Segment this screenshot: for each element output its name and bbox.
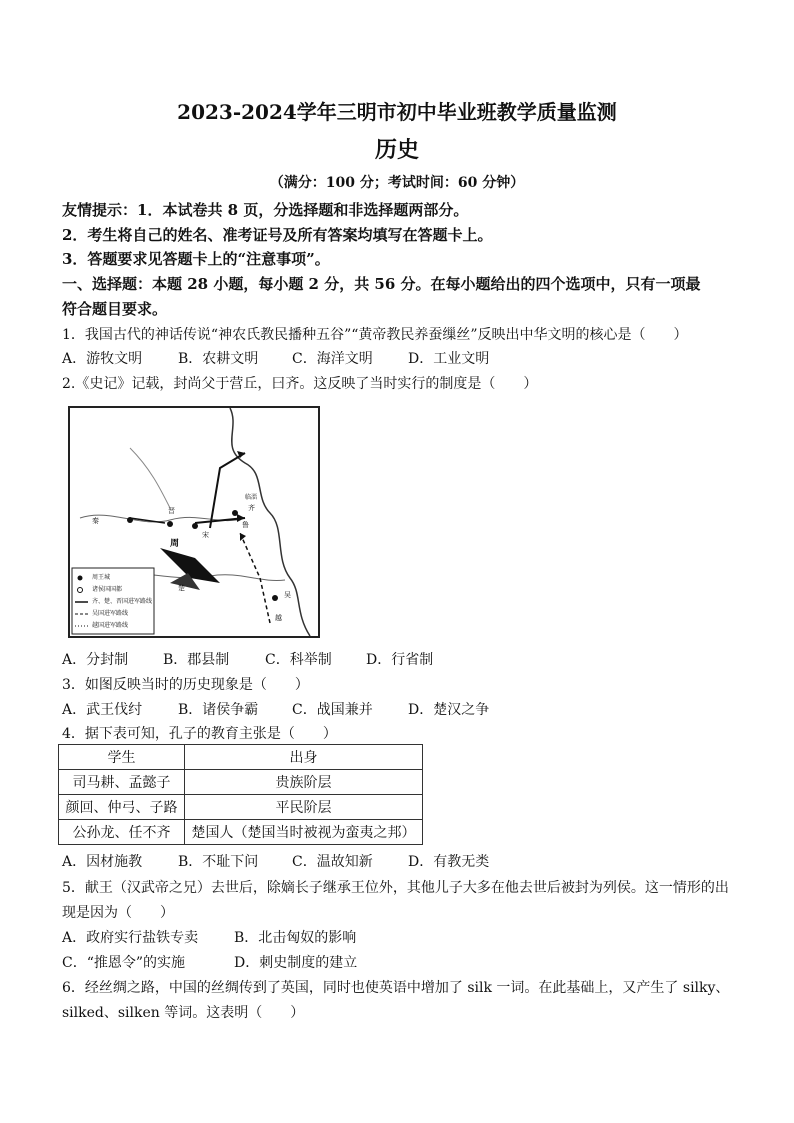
map-legend-1: 周王城	[92, 574, 111, 581]
map-label-linzi: 临淄	[245, 494, 258, 501]
table-cell: 颜回、仲弓、子路	[59, 795, 185, 820]
map-label-qin: 秦	[92, 517, 99, 525]
q1-option-c: C．海洋文明	[292, 351, 373, 367]
q5-option-c: C．“推恩令”的实施	[62, 955, 186, 971]
q1-option-b: B．农耕文明	[178, 351, 259, 367]
q2-option-c: C．科举制	[265, 652, 332, 668]
table-cell: 贵族阶层	[185, 770, 423, 795]
table-cell: 司马耕、孟懿子	[59, 770, 185, 795]
q3-stem: 3．如图反映当时的历史现象是（ ）	[62, 677, 309, 693]
table-row	[59, 770, 423, 795]
q4-option-a: A．因材施教	[62, 854, 143, 870]
exam-subject: 历史	[374, 137, 419, 163]
exam-title: 2023-2024学年三明市初中毕业班教学质量监测	[177, 100, 617, 124]
map-label-wu: 吴	[284, 591, 291, 599]
table-row	[59, 820, 423, 845]
q4-option-b: B．不耻下问	[178, 854, 259, 870]
note-line-1: 友情提示：1．本试卷共 8 页，分选择题和非选择题两部分。	[62, 201, 469, 219]
q1-option-d: D．工业文明	[408, 351, 490, 367]
q5-stem-1: 5．献王（汉武帝之兄）去世后，除嫡长子继承王位外，其他儿子大多在他去世后被封为列侯。这一情形的出	[62, 880, 729, 896]
q4-stem: 4．据下表可知，孔子的教育主张是（ ）	[62, 726, 337, 742]
q2-stem: 2.《史记》记载，封尚父于营丘，曰齐。这反映了当时实行的制度是（ ）	[62, 376, 538, 392]
q5-option-b: B．北击匈奴的影响	[234, 930, 357, 946]
table-header-row	[59, 745, 423, 770]
map-label-zhou: 周	[170, 539, 180, 549]
q5-stem-2: 现是因为（ ）	[62, 905, 174, 921]
table-row	[59, 795, 423, 820]
spring-autumn-map	[68, 406, 320, 638]
table-cell: 公孙龙、任不齐	[59, 820, 185, 845]
table-cell: 楚国人（楚国当时被视为蛮夷之邦）	[185, 820, 423, 845]
q6-stem-1: 6．经丝绸之路，中国的丝绸传到了英国，同时也使英语中增加了 silk 一词。在此基础上，又产生了 silky、	[62, 980, 730, 996]
q1-option-a: A．游牧文明	[62, 351, 143, 367]
map-legend-5: 越国进军路线	[92, 622, 129, 629]
q4-table	[58, 744, 423, 845]
exam-meta: （满分：100 分；考试时间：60 分钟）	[269, 175, 525, 191]
section-heading-1: 一、选择题：本题 28 小题，每小题 2 分，共 56 分。在每小题给出的四个选项中，只有一项最	[62, 275, 701, 293]
q3-option-b: B．诸侯争霸	[178, 702, 259, 718]
q3-option-a: A．武王伐纣	[62, 702, 143, 718]
table-cell: 平民阶层	[185, 795, 423, 820]
map-label-yue: 越	[275, 614, 282, 622]
q2-option-d: D．行省制	[366, 652, 434, 668]
q3-option-c: C．战国兼并	[292, 702, 373, 718]
q4-option-c: C．温故知新	[292, 854, 373, 870]
map-legend-2: 诸侯国国都	[92, 586, 123, 593]
section-heading-2: 符合题目要求。	[62, 300, 168, 318]
q6-stem-2: silked、silken 等词。这表明（ ）	[62, 1005, 305, 1021]
q2-option-a: A．分封制	[62, 652, 129, 668]
map-label-jin: 晋	[168, 507, 175, 515]
map-legend-4: 吴国进军路线	[92, 610, 129, 617]
map-label-lu: 鲁	[242, 521, 249, 529]
note-line-2: 2．考生将自己的姓名、准考证号及所有答案均填写在答题卡上。	[62, 226, 493, 244]
q1-stem: 1．我国古代的神话传说“神农氏教民播种五谷”“黄帝教民养蚕缫丝”反映出中华文明的核心是（ ）	[62, 327, 688, 343]
q5-option-d: D．刺史制度的建立	[234, 955, 358, 971]
map-label-song: 宋	[202, 531, 209, 539]
table-header-cell: 出身	[185, 745, 423, 770]
map-label-qi: 齐	[248, 504, 255, 512]
note-line-3: 3．答题要求见答题卡上的“注意事项”。	[62, 250, 330, 268]
map-legend-3: 齐、楚、晋国进军路线	[92, 598, 153, 605]
table-header-cell: 学生	[59, 745, 185, 770]
q3-option-d: D．楚汉之争	[408, 702, 490, 718]
q2-option-b: B．郡县制	[163, 652, 230, 668]
q4-option-d: D．有教无类	[408, 854, 490, 870]
q5-option-a: A．政府实行盐铁专卖	[62, 930, 199, 946]
map-label-chu: 楚	[178, 584, 185, 592]
